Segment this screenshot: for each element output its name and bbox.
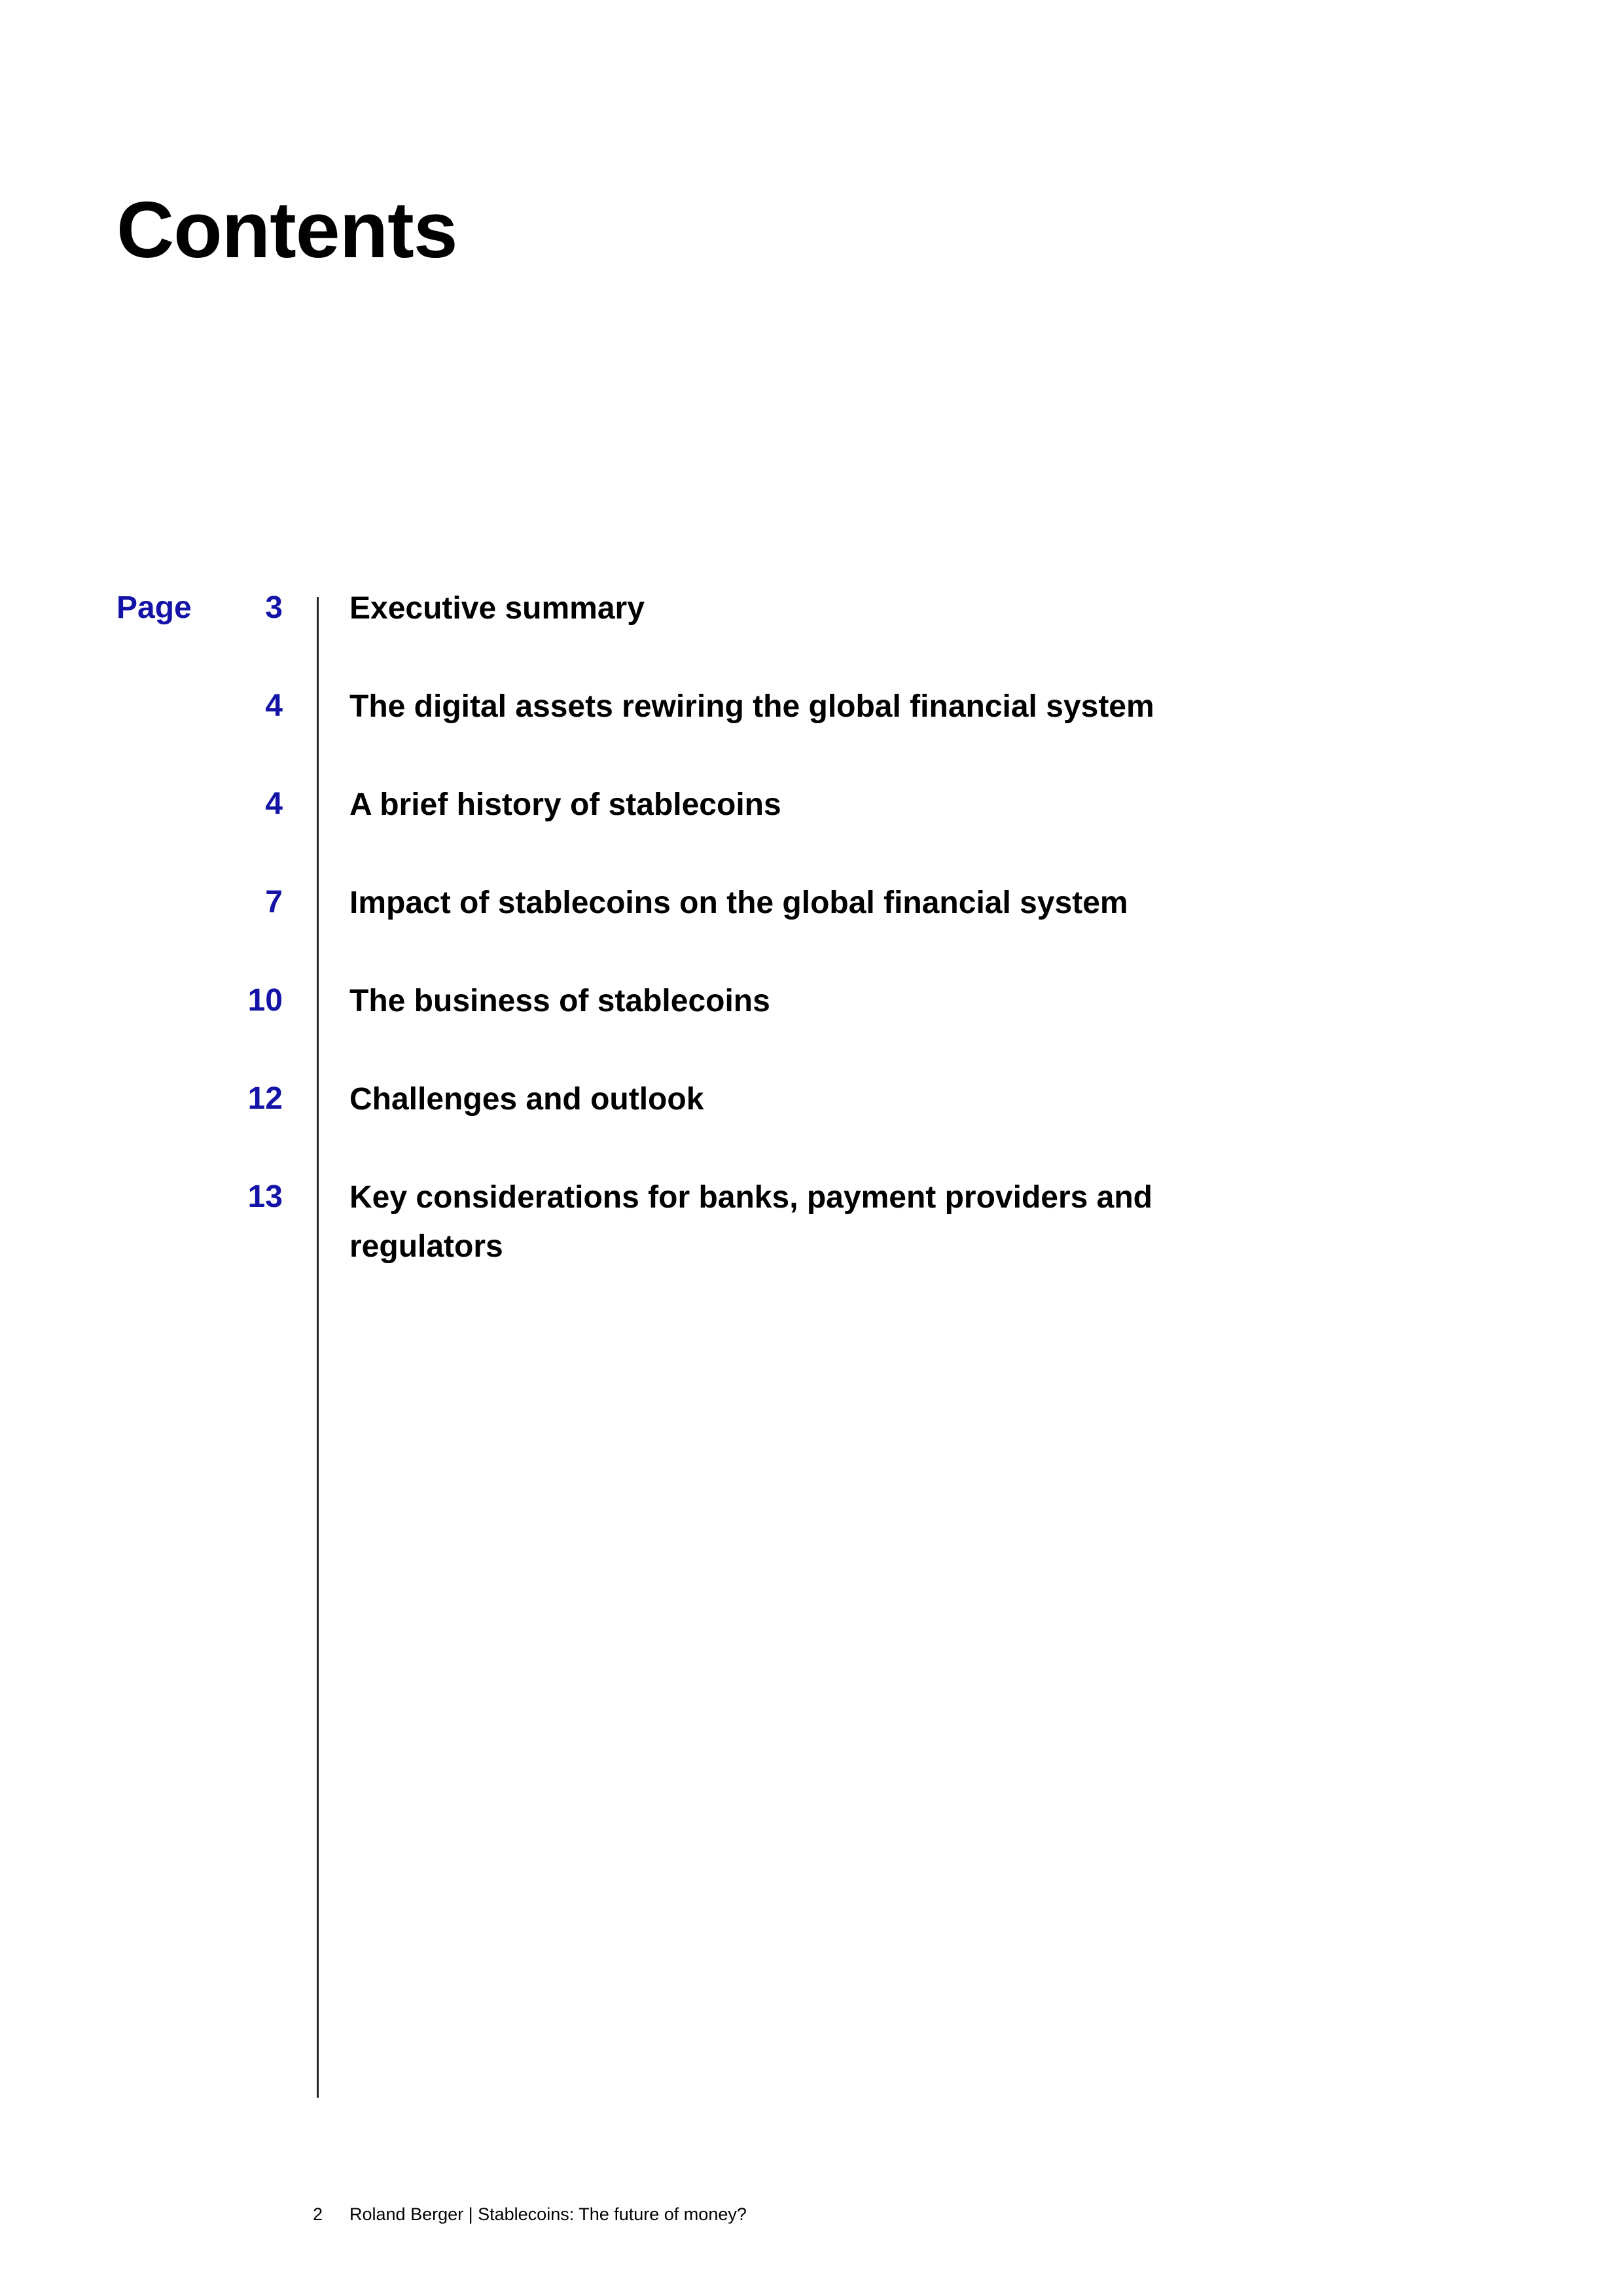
toc-entry[interactable] [0, 691, 1623, 743]
page-title: Contents [116, 185, 457, 274]
toc-title: The digital assets rewiring the global financial system [349, 689, 1154, 724]
toc-entry[interactable] [0, 592, 1623, 645]
toc-page-number: 4 [265, 787, 283, 821]
toc-page-number: 12 [247, 1081, 283, 1116]
toc-title: Key considerations for banks, payment providers and regulators [349, 1180, 1152, 1264]
toc-entry[interactable] [0, 1083, 1623, 1136]
toc-title: Executive summary [349, 591, 645, 626]
toc-page-number: 10 [247, 983, 283, 1018]
toc-title: The business of stablecoins [349, 984, 770, 1018]
toc-title: Impact of stablecoins on the global financial system [349, 886, 1128, 920]
toc-entry[interactable] [0, 887, 1623, 939]
toc-entry[interactable] [0, 985, 1623, 1037]
toc-page-number: 7 [265, 885, 283, 920]
toc-page-number: 13 [247, 1179, 283, 1214]
toc-title: A brief history of stablecoins [349, 787, 781, 822]
toc-page-number: 4 [265, 689, 283, 723]
toc-page-number: 3 [265, 590, 283, 625]
page-label: Page [116, 590, 192, 625]
toc-entry[interactable] [0, 789, 1623, 841]
toc-title: Challenges and outlook [349, 1082, 704, 1117]
footer-page-number: 2 [313, 2204, 323, 2224]
footer-text: Roland Berger | Stablecoins: The future of money? [349, 2204, 747, 2224]
toc-entry[interactable] [0, 1181, 1623, 1286]
